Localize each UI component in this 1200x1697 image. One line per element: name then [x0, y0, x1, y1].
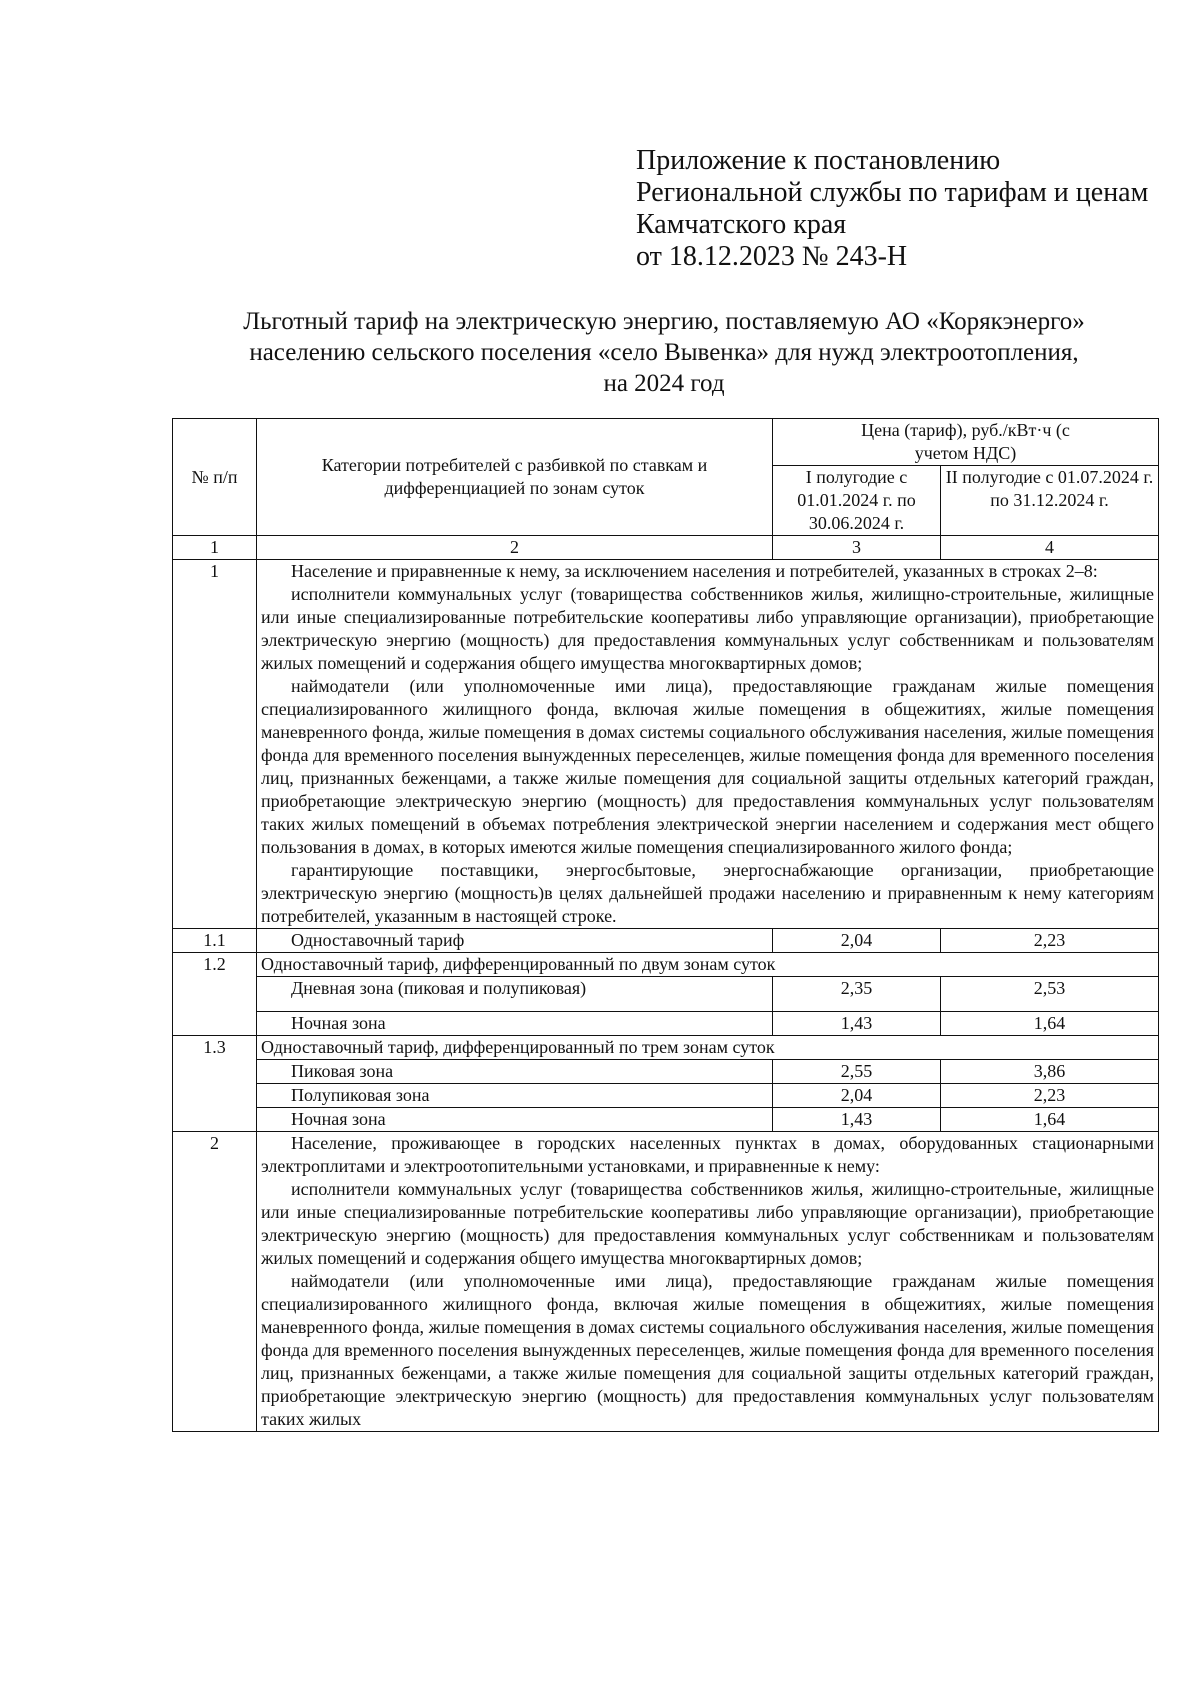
row-paragraph: Население, проживающее в городских населенных пунктах в домах, оборудованных стационарными электроплитами и электроотопительными установками, и приравненные к нему:	[261, 1133, 1154, 1176]
appendix-line: Камчатского края	[636, 209, 847, 240]
colnum: 1	[173, 536, 257, 560]
row-num: 1.3	[173, 1036, 257, 1132]
colnum: 4	[941, 536, 1159, 560]
table-row	[173, 1084, 1159, 1108]
table-row	[173, 1012, 1159, 1036]
row-label: Одноставочный тариф, дифференцированный по двум зонам суток	[257, 953, 1159, 977]
row-description	[257, 1132, 1159, 1432]
row-label: Одноставочный тариф, дифференцированный по трем зонам суток	[257, 1036, 1159, 1060]
table-row	[173, 560, 1159, 929]
value-half1: 2,55	[773, 1060, 941, 1084]
value-half1: 2,35	[773, 977, 941, 1012]
column-numbers-row	[173, 536, 1159, 560]
title-line: Льготный тариф на электрическую энергию, поставляемую АО «Корякэнерго»	[243, 308, 1085, 335]
zone-label: Ночная зона	[257, 1012, 773, 1036]
row-paragraph: наймодатели (или уполномоченные ими лица), предоставляющие гражданам жилые помещения специализированного жилищного фонда, включая жилые помещения в общежитиях, жилые помещения маневренного фонда, жилые помещения в домах системы социального обслуживания населения, жилые помещения фонда для временного поселения вынужденных переселенцев, жилые помещения фонда для временного поселения лиц, признанных беженцами, а также жилые помещения для социальной защиты отдельных категорий граждан, приобретающие электрическую энергию (мощность) для предоставления коммунальных услуг пользователям таких жилых	[261, 1271, 1154, 1429]
table-row	[173, 1108, 1159, 1132]
table-row	[173, 929, 1159, 953]
header-price: Цена (тариф), руб./кВт·ч (с учетом НДС)	[773, 419, 1159, 466]
appendix-line: Приложение к постановлению	[636, 145, 1001, 176]
value-half2: 2,53	[941, 977, 1159, 1012]
value-half1: 1,43	[773, 1012, 941, 1036]
value-half1: 1,43	[773, 1108, 941, 1132]
row-description	[257, 560, 1159, 929]
row-paragraph: гарантирующие поставщики, энергосбытовые, энергоснабжающие организации, приобретающие электрическую энергию (мощность)в целях дальнейшей продажи населению и приравненным к нему категориям потребителей, указанным в настоящей строке.	[261, 860, 1154, 926]
value-half1: 2,04	[773, 1084, 941, 1108]
table-row	[173, 977, 1159, 1012]
colnum: 2	[257, 536, 773, 560]
row-paragraph: наймодатели (или уполномоченные ими лица), предоставляющие гражданам жилые помещения специализированного жилищного фонда, включая жилые помещения в общежитиях, жилые помещения маневренного фонда, жилые помещения в домах системы социального обслуживания населения, жилые помещения фонда для временного поселения вынужденных переселенцев, жилые помещения фонда для временного поселения лиц, признанных беженцами, а также жилые помещения для социальной защиты отдельных категорий граждан, приобретающие электрическую энергию (мощность) для предоставления коммунальных услуг пользователям таких жилых помещений в объемах потребления электрической энергии населением и содержания мест общего пользования в домах, в которых имеются жилые помещения специализированного жилого фонда;	[261, 676, 1154, 857]
header-num: № п/п	[173, 419, 257, 536]
zone-label: Полупиковая зона	[257, 1084, 773, 1108]
appendix-line: Региональной службы по тарифам и ценам	[636, 177, 1149, 208]
row-paragraph: Население и приравненные к нему, за исключением населения и потребителей, указанных в строках 2–8:	[291, 561, 1098, 581]
tariff-table	[172, 418, 1159, 1432]
colnum: 3	[773, 536, 941, 560]
appendix-line: от 18.12.2023 № 243-Н	[636, 241, 908, 272]
value-half2: 3,86	[941, 1060, 1159, 1084]
value-half2: 2,23	[941, 1084, 1159, 1108]
row-num: 2	[173, 1132, 257, 1432]
zone-label: Пиковая зона	[257, 1060, 773, 1084]
row-num: 1.2	[173, 953, 257, 1036]
zone-label: Дневная зона (пиковая и полупиковая)	[257, 977, 773, 1012]
title-line: населению сельского поселения «село Вывенка» для нужд электроотопления,	[249, 339, 1079, 366]
value-half2: 1,64	[941, 1012, 1159, 1036]
value-half1: 2,04	[773, 929, 941, 953]
value-half2: 2,23	[941, 929, 1159, 953]
table-header-row	[173, 419, 1159, 466]
zone-label: Ночная зона	[257, 1108, 773, 1132]
row-label: Одноставочный тариф	[257, 929, 773, 953]
header-category: Категории потребителей с разбивкой по ставкам и дифференциацией по зонам суток	[257, 419, 773, 536]
value-half2: 1,64	[941, 1108, 1159, 1132]
row-num: 1.1	[173, 929, 257, 953]
document-title	[172, 306, 1156, 399]
header-half2: II полугодие с 01.07.2024 г. по 31.12.2024 г.	[941, 466, 1159, 536]
title-line: на 2024 год	[603, 370, 725, 397]
row-num: 1	[173, 560, 257, 929]
table-row	[173, 1132, 1159, 1432]
row-paragraph: исполнители коммунальных услуг (товарищества собственников жилья, жилищно-строительные, жилищные или иные специализированные потребительские кооперативы либо управляющие организации), приобретающие электрическую энергию (мощность) для предоставления коммунальных услуг собственникам и пользователям жилых помещений и содержания общего имущества многоквартирных домов;	[261, 584, 1154, 673]
table-row	[173, 1036, 1159, 1060]
table-row	[173, 953, 1159, 977]
row-paragraph: исполнители коммунальных услуг (товарищества собственников жилья, жилищно-строительные, жилищные или иные специализированные потребительские кооперативы либо управляющие организации), приобретающие электрическую энергию (мощность) для предоставления коммунальных услуг собственникам и пользователям жилых помещений и содержания общего имущества многоквартирных домов;	[261, 1179, 1154, 1268]
table-row	[173, 1060, 1159, 1084]
header-half1: I полугодие с 01.01.2024 г. по 30.06.2024 г.	[773, 466, 941, 536]
appendix-block	[636, 145, 1156, 273]
